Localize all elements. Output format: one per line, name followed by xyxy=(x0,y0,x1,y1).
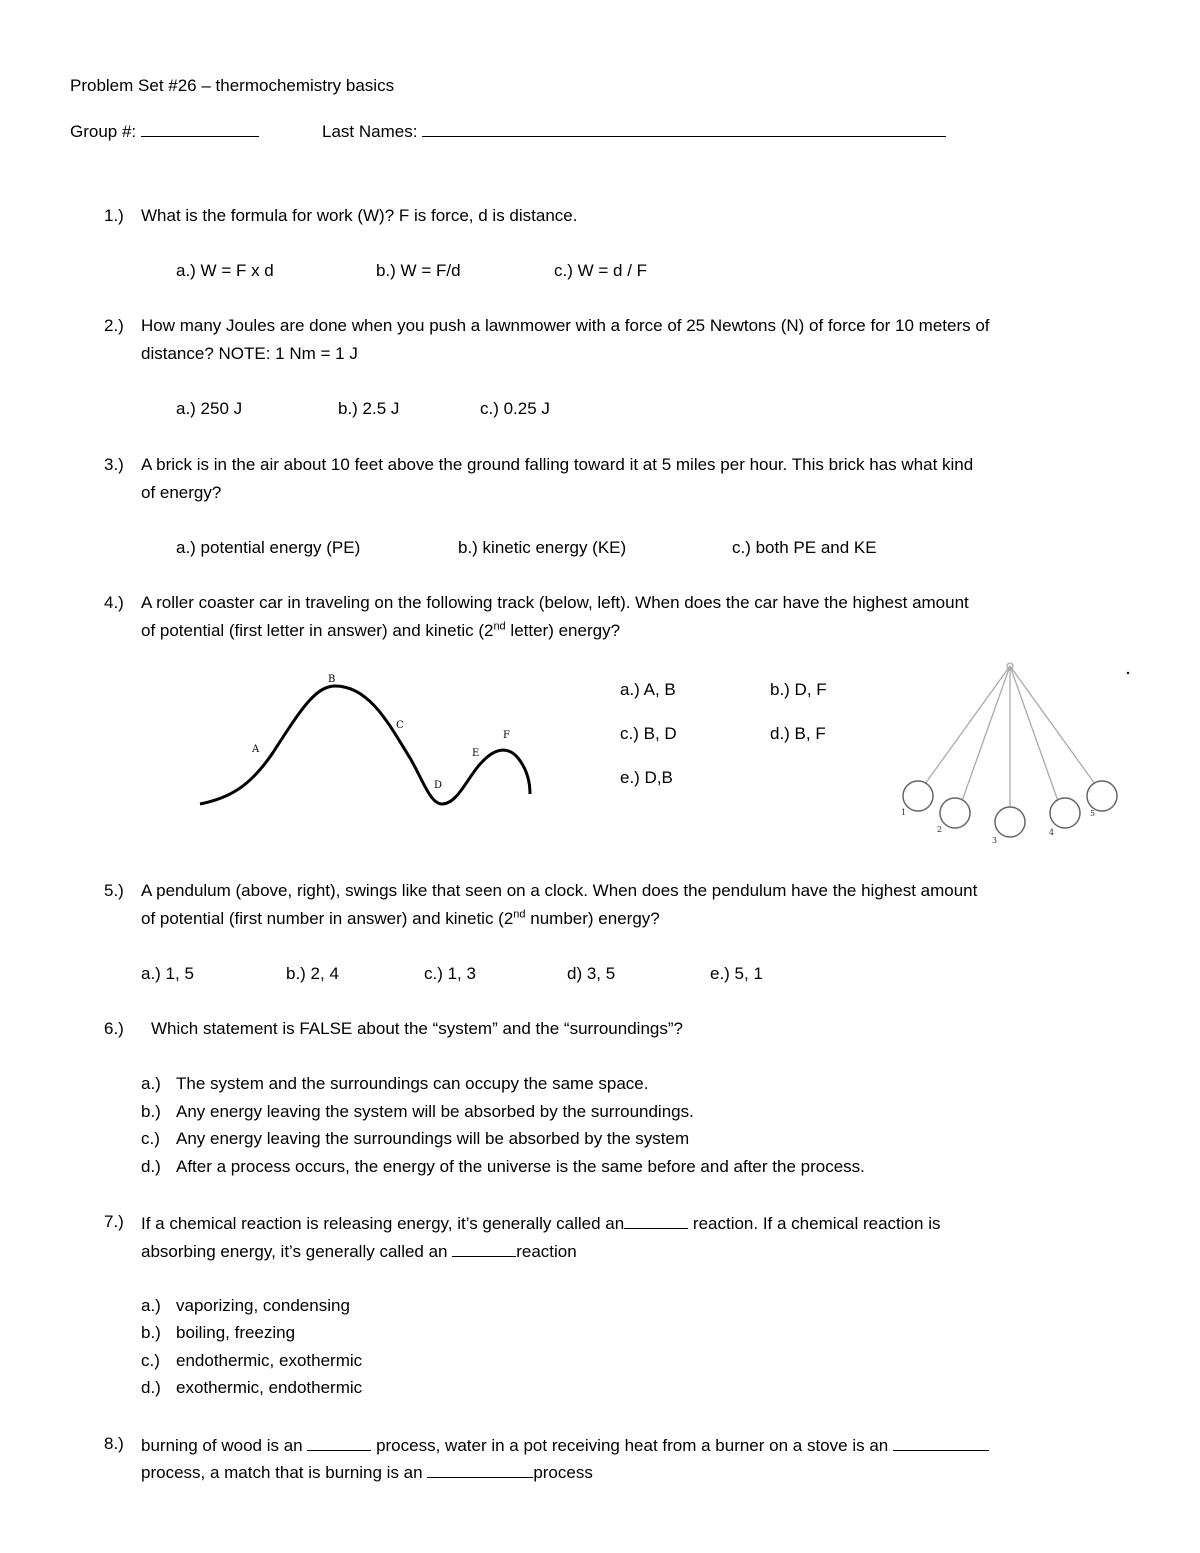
q3-option-b: b.) kinetic energy (KE) xyxy=(458,538,627,557)
track-curve xyxy=(200,686,530,804)
q8-line1-pre: burning of wood is an xyxy=(141,1436,308,1455)
q6-option-c: Any energy leaving the surroundings will be absorbed by the system xyxy=(176,1129,690,1148)
q7-line2 xyxy=(141,1240,577,1262)
group-blank[interactable] xyxy=(141,120,259,137)
q7-blank-2[interactable] xyxy=(452,1240,516,1257)
q5-line2-pre: of potential (first number in answer) and kinetic (2 xyxy=(141,909,514,928)
group-row xyxy=(70,120,259,142)
q1-text: What is the formula for work (W)? F is force, d is distance. xyxy=(141,206,578,225)
q4-option-c: c.) B, D xyxy=(620,724,677,743)
pendulum-label-1: 1 xyxy=(901,808,907,817)
q6-option-b: Any energy leaving the system will be absorbed by the surroundings. xyxy=(176,1102,694,1121)
q5-line2 xyxy=(141,909,660,929)
q8-blank-2[interactable] xyxy=(893,1434,989,1451)
pendulum-label-5: 5 xyxy=(1090,809,1096,818)
names-row xyxy=(322,120,946,142)
q8-number: 8.) xyxy=(104,1434,124,1453)
q7-option-a: vaporizing, condensing xyxy=(176,1296,350,1315)
q2-number: 2.) xyxy=(104,316,124,335)
q2-option-c: c.) 0.25 J xyxy=(480,399,550,418)
q4-line2-post: letter) energy? xyxy=(505,621,621,640)
track-label-c: C xyxy=(396,720,404,731)
track-label-e: E xyxy=(472,748,480,759)
q8-line2-pre: process, a match that is burning is an xyxy=(141,1463,428,1482)
q6-option-a-label: a.) xyxy=(141,1074,161,1093)
pendulum-label-3: 3 xyxy=(992,836,998,845)
q3-line2: of energy? xyxy=(141,483,222,502)
q7-number: 7.) xyxy=(104,1212,124,1231)
q7-option-d-label: d.) xyxy=(141,1378,161,1397)
q5-line2-post: number) energy? xyxy=(525,909,660,928)
q7-line2-post: reaction xyxy=(516,1242,577,1261)
pendulum-label-2: 2 xyxy=(937,825,943,834)
q6-option-c-label: c.) xyxy=(141,1129,160,1148)
q1-option-b: b.) W = F/d xyxy=(376,261,461,280)
q8-blank-1[interactable] xyxy=(307,1434,371,1451)
q8-line2-post: process xyxy=(533,1463,593,1482)
pendulum-bob-1 xyxy=(903,781,933,811)
q4-line1: A roller coaster car in traveling on the following track (below, left). When does the car have the highest amount xyxy=(141,593,969,612)
q3-line1: A brick is in the air about 10 feet above the ground falling toward it at 5 miles per hour. This brick has what kind xyxy=(141,455,974,474)
q7-option-d: exothermic, endothermic xyxy=(176,1378,363,1397)
q6-option-b-label: b.) xyxy=(141,1102,161,1121)
q1-number: 1.) xyxy=(104,206,124,225)
track-label-f: F xyxy=(503,730,510,741)
q3-option-c: c.) both PE and KE xyxy=(732,538,877,557)
pendulum-string-5 xyxy=(1010,666,1095,784)
q5-option-c: c.) 1, 3 xyxy=(424,964,476,983)
q5-number: 5.) xyxy=(104,881,124,900)
roller-coaster-track-figure xyxy=(190,666,550,816)
q2-option-a: a.) 250 J xyxy=(176,399,243,418)
q4-line2-sup: nd xyxy=(493,620,506,633)
track-label-d: D xyxy=(434,780,443,791)
q7-line1-pre: If a chemical reaction is releasing energy, it’s generally called an xyxy=(141,1214,625,1233)
q4-option-d: d.) B, F xyxy=(770,724,826,743)
q5-line2-sup: nd xyxy=(513,908,526,921)
pendulum-string-4 xyxy=(1010,666,1058,801)
names-blank[interactable] xyxy=(422,120,946,137)
q7-option-b: boiling, freezing xyxy=(176,1323,296,1342)
q4-option-e: e.) D,B xyxy=(620,768,673,787)
pendulum-bob-4 xyxy=(1050,798,1080,828)
q7-line1 xyxy=(141,1212,940,1234)
q8-blank-3[interactable] xyxy=(427,1461,533,1478)
pendulum-string-2 xyxy=(962,666,1010,801)
q5-option-b: b.) 2, 4 xyxy=(286,964,339,983)
q6-option-d-label: d.) xyxy=(141,1157,161,1176)
q5-line1: A pendulum (above, right), swings like that seen on a clock. When does the pendulum have the highest amount xyxy=(141,881,978,900)
q8-line1-mid: process, water in a pot receiving heat from a burner on a stove is an xyxy=(371,1436,893,1455)
q2-line2: distance? NOTE: 1 Nm = 1 J xyxy=(141,344,358,363)
q4-number: 4.) xyxy=(104,593,124,612)
q1-option-c: c.) W = d / F xyxy=(554,261,648,280)
q4-line2 xyxy=(141,621,620,641)
q2-option-b: b.) 2.5 J xyxy=(338,399,400,418)
q8-line2 xyxy=(141,1461,593,1483)
pendulum-string-1 xyxy=(925,666,1010,784)
q6-option-d: After a process occurs, the energy of the universe is the same before and after the process. xyxy=(176,1157,865,1176)
q7-option-b-label: b.) xyxy=(141,1323,161,1342)
q2-line1: How many Joules are done when you push a lawnmower with a force of 25 Newtons (N) of force for 10 meters of xyxy=(141,316,990,335)
q6-option-a: The system and the surroundings can occupy the same space. xyxy=(176,1074,649,1093)
pendulum-figure xyxy=(880,656,1140,856)
q8-line1 xyxy=(141,1434,989,1456)
track-label-b: B xyxy=(328,674,336,685)
pendulum-bob-3 xyxy=(995,807,1025,837)
q1-option-a: a.) W = F x d xyxy=(176,261,274,280)
pendulum-bob-2 xyxy=(940,798,970,828)
q3-option-a: a.) potential energy (PE) xyxy=(176,538,361,557)
q5-option-a: a.) 1, 5 xyxy=(141,964,194,983)
q5-option-d: d) 3, 5 xyxy=(567,964,616,983)
q7-option-c: endothermic, exothermic xyxy=(176,1351,363,1370)
q7-option-a-label: a.) xyxy=(141,1296,161,1315)
q4-option-a: a.) A, B xyxy=(620,680,676,699)
q7-line2-pre: absorbing energy, it’s generally called an xyxy=(141,1242,453,1261)
q7-line1-post: reaction. If a chemical reaction is xyxy=(688,1214,941,1233)
group-label: Group #: xyxy=(70,122,137,141)
q6-text: Which statement is FALSE about the “system” and the “surroundings”? xyxy=(151,1019,683,1038)
q5-option-e: e.) 5, 1 xyxy=(710,964,763,983)
track-label-a: A xyxy=(252,744,260,755)
q4-line2-pre: of potential (first letter in answer) and kinetic (2 xyxy=(141,621,494,640)
q7-option-c-label: c.) xyxy=(141,1351,160,1370)
pendulum-label-4: 4 xyxy=(1049,828,1055,837)
q6-number: 6.) xyxy=(104,1019,124,1038)
page-title: Problem Set #26 – thermochemistry basics xyxy=(70,76,395,95)
names-label: Last Names: xyxy=(322,122,418,141)
pendulum-bob-5 xyxy=(1087,781,1117,811)
stray-dot xyxy=(1127,672,1129,674)
q3-number: 3.) xyxy=(104,455,124,474)
q4-option-b: b.) D, F xyxy=(770,680,827,699)
q7-blank-1[interactable] xyxy=(624,1212,688,1229)
